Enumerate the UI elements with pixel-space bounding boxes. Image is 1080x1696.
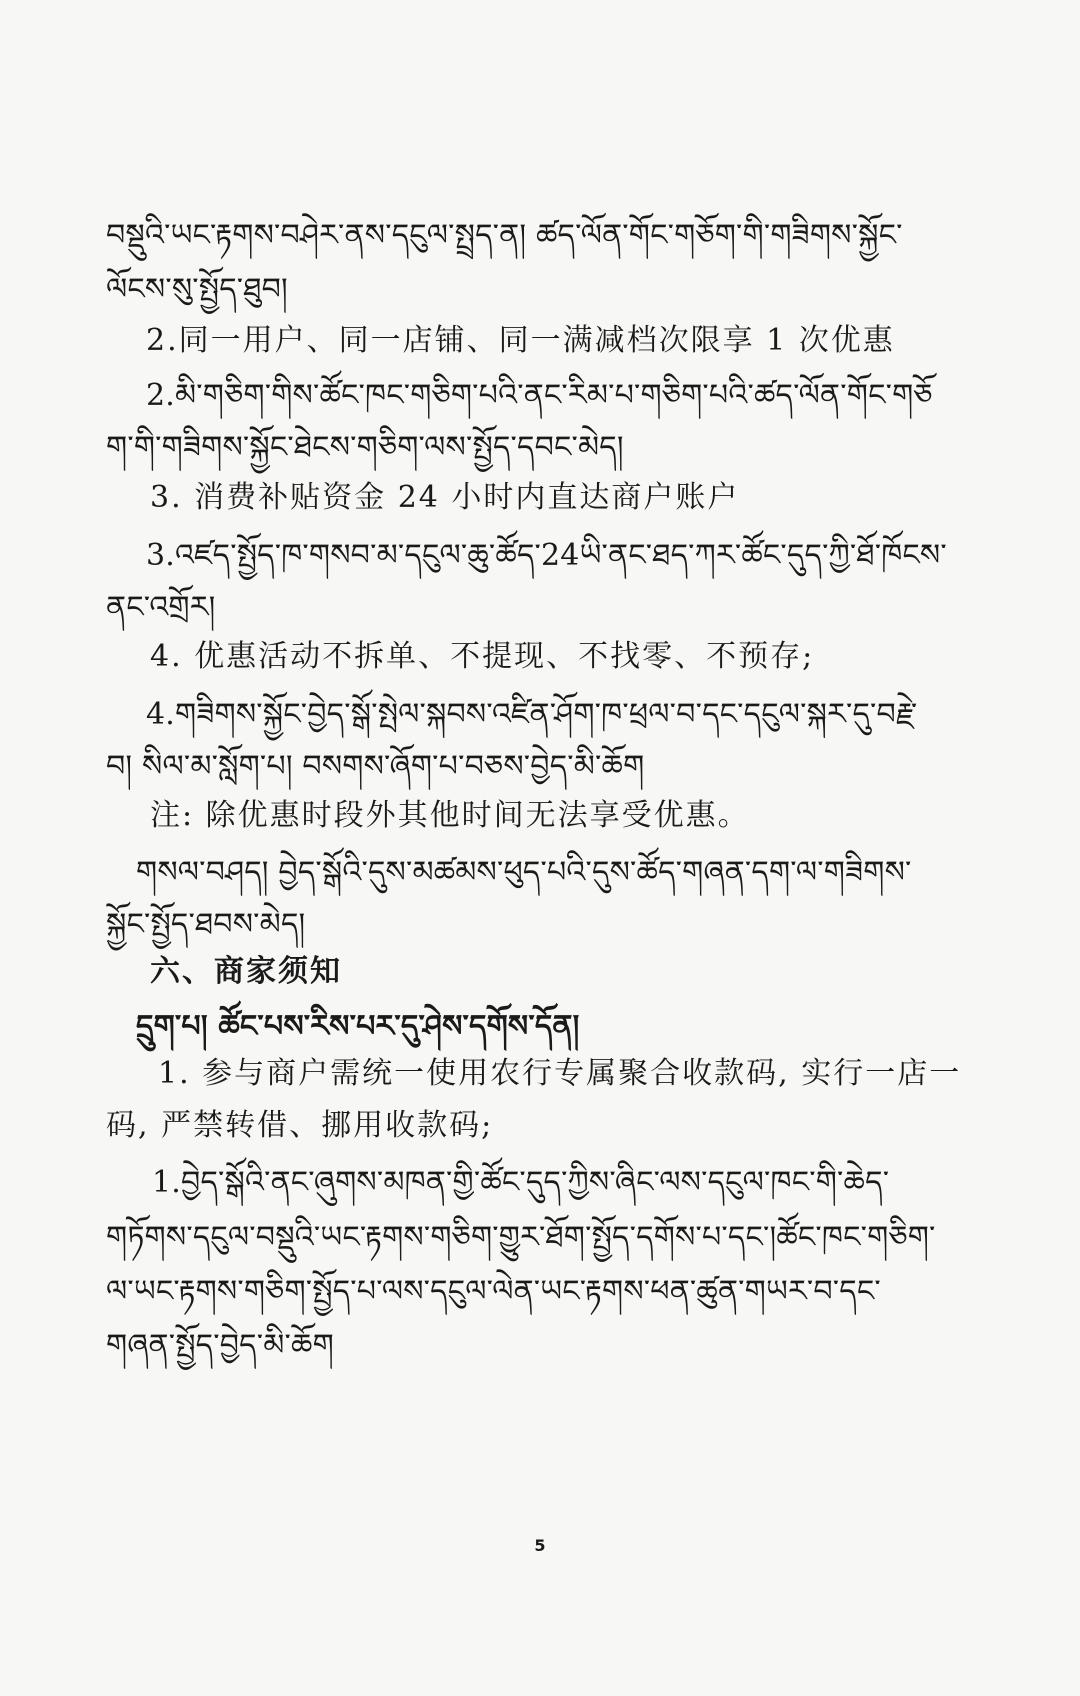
paragraph-line: 1. 参与商户需统一使用农行专属聚合收款码, 实行一店一 bbox=[158, 1056, 962, 1091]
paragraph-line: ནང་འགྲོར། bbox=[106, 590, 216, 625]
paragraph-line: གཏོགས་དངུལ་བསྡུའི་ཡང་རྟགས་གཅིག་གྱུར་ཐོག་སྤྱོད་དགོས་པ་དང་།ཚོང་ཁང་གཅིག་ bbox=[106, 1220, 936, 1255]
page-number: 5 bbox=[534, 1536, 546, 1555]
paragraph-line: བ། སིལ་མ་སློག་པ། བསགས་ཞོག་པ་བཅས་བྱེད་མི་ཆོག bbox=[106, 749, 645, 784]
paragraph-line: བསྡུའི་ཡང་རྟགས་བཤེར་ནས་དངུལ་སྤྲད་ན། ཚད་ལོན་གོང་གཅོག་གི་གཟིགས་སྐྱོང་ bbox=[106, 218, 903, 253]
paragraph-line: 1.བྱེད་སྒོའི་ནང་ཞུགས་མཁན་གྱི་ཚོང་དུད་ཀྱིས་ཞིང་ལས་དངུལ་ཁང་གི་ཆེད་ bbox=[152, 1165, 890, 1200]
paragraph-line: 2.མི་གཅིག་གིས་ཚོང་ཁང་གཅིག་པའི་ནང་རིམ་པ་གཅིག་པའི་ཚད་ལོན་གོང་གཅོ bbox=[146, 378, 933, 413]
paragraph-line: 注: 除优惠时段外其他时间无法享受优惠。 bbox=[150, 798, 750, 833]
paragraph-line: 2.同一用户、同一店铺、同一满减档次限享 1 次优惠 bbox=[146, 323, 895, 358]
paragraph-line: ལ་ཡང་རྟགས་གཅིག་སྤྱོད་པ་ལས་དངུལ་ལེན་ཡང་རྟགས་ཕན་ཚུན་གཡར་བ་དང་ bbox=[106, 1274, 881, 1309]
paragraph-line: ག་གི་གཟིགས་སྐྱོང་ཐེངས་གཅིག་ལས་སྤྱོད་དབང་མེད། bbox=[106, 430, 624, 465]
section-heading: 六、商家须知 bbox=[150, 954, 342, 989]
paragraph-line: སྐྱོང་སྤྱོད་ཐབས་མེད། bbox=[106, 907, 306, 942]
paragraph-line: 3. 消费补贴资金 24 小时内直达商户账户 bbox=[150, 480, 740, 515]
paragraph-line: གསལ་བཤད། བྱེད་སྒོའི་དུས་མཚམས་ཕུད་པའི་དུས་ཚོད་གཞན་དག་ལ་གཟིགས་ bbox=[136, 855, 912, 890]
paragraph-line: གཞན་སྤྱོད་བྱེད་མི་ཆོག bbox=[106, 1328, 334, 1363]
paragraph-line: 码, 严禁转借、挪用收款码; bbox=[106, 1108, 494, 1143]
paragraph-line: 4. 优惠活动不拆单、不提现、不找零、不预存; bbox=[150, 639, 815, 674]
paragraph-line: 4.གཟིགས་སྐྱོང་བྱེད་སྒོ་སྤེལ་སྐབས་འཛིན་ཤོག་ཁ་ཕྲལ་བ་དང་དངུལ་སྐར་དུ་བརྗེ་ bbox=[146, 697, 918, 732]
paragraph-line: ལོངས་སུ་སྤྱོད་ཐུབ། bbox=[106, 272, 288, 307]
section-heading: དྲུག་པ། ཚོང་པས་རིས་པར་དུ་ཤེས་དགོས་དོན། bbox=[136, 1009, 580, 1044]
paragraph-line: 3.འཛད་སྤྱོད་ཁ་གསབ་མ་དངུལ་ཆུ་ཚོད་24ཡི་ནང་ཐད་ཀར་ཚོང་དུད་ཀྱི་ཐོ་ཁོངས་ bbox=[146, 538, 947, 573]
